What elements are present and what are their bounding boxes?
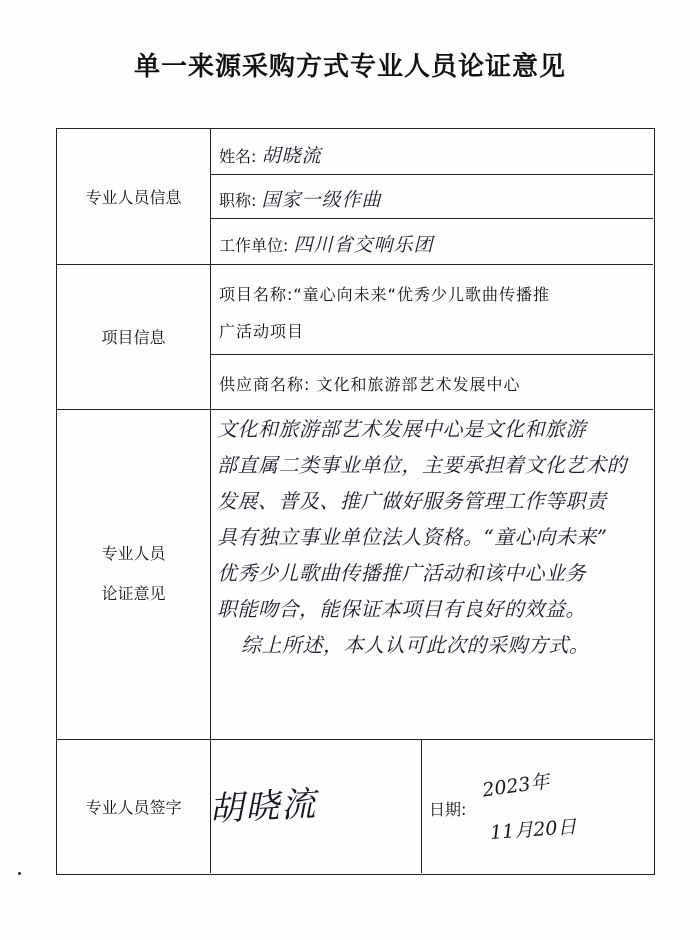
date-day: 11月20日 <box>489 816 578 844</box>
opinion-label-line1: 专业人员 <box>101 544 166 563</box>
name-row <box>219 141 322 168</box>
opinion-line: 文化和旅游部艺术发展中心是文化和旅游 <box>217 417 586 441</box>
opinion-line: 具有独立事业单位法人资格。“童心向未来” <box>217 525 608 549</box>
opinion-line: 发展、普及、推广做好服务管理工作等职责 <box>217 489 607 513</box>
employer-row <box>219 230 434 257</box>
opinion-line: 职能吻合，能保证本项目有良好的效益。 <box>217 597 586 621</box>
job-title-value: 国家一级作曲 <box>261 189 382 211</box>
job-title-label: 职称: <box>219 191 257 210</box>
column-divider <box>210 129 211 873</box>
supplier-name: 供应商名称: 文化和旅游部艺术发展中心 <box>219 375 521 394</box>
employer-label: 工作单位: <box>219 236 289 255</box>
project-info-label: 项目信息 <box>101 328 166 347</box>
opinion-line: 部直属二类事业单位，主要承担着文化艺术的 <box>217 453 627 477</box>
expert-info-label: 专业人员信息 <box>85 188 182 207</box>
opinion-label <box>57 409 210 739</box>
opinion-text <box>217 411 649 663</box>
scan-speck <box>18 872 21 875</box>
column-divider <box>421 739 422 873</box>
date-label: 日期: <box>429 800 467 819</box>
signature-label: 专业人员签字 <box>85 797 182 817</box>
document-title: 单一来源采购方式专业人员论证意见 <box>133 52 566 82</box>
date-year: 2023年 <box>481 770 551 802</box>
opinion-label-line2: 论证意见 <box>101 584 166 603</box>
title-row <box>219 185 382 212</box>
project-name-line1: 项目名称:“童心向未来“优秀少儿歌曲传播推 <box>219 285 550 304</box>
opinion-line: 优秀少儿歌曲传播推广活动和该中心业务 <box>217 561 586 585</box>
opinion-line: 综上所述，本人认可此次的采购方式。 <box>241 633 590 657</box>
project-name-line2: 广活动项目 <box>219 322 305 341</box>
sub-row-divider <box>210 354 653 355</box>
employer-value: 四川省交响乐团 <box>293 234 434 256</box>
sub-row-divider <box>210 218 653 219</box>
form-table <box>56 128 655 875</box>
name-value: 胡晓流 <box>261 145 322 167</box>
name-label: 姓名: <box>219 147 257 166</box>
handwritten-signature: 胡晓流 <box>208 784 319 830</box>
sub-row-divider <box>210 174 653 175</box>
